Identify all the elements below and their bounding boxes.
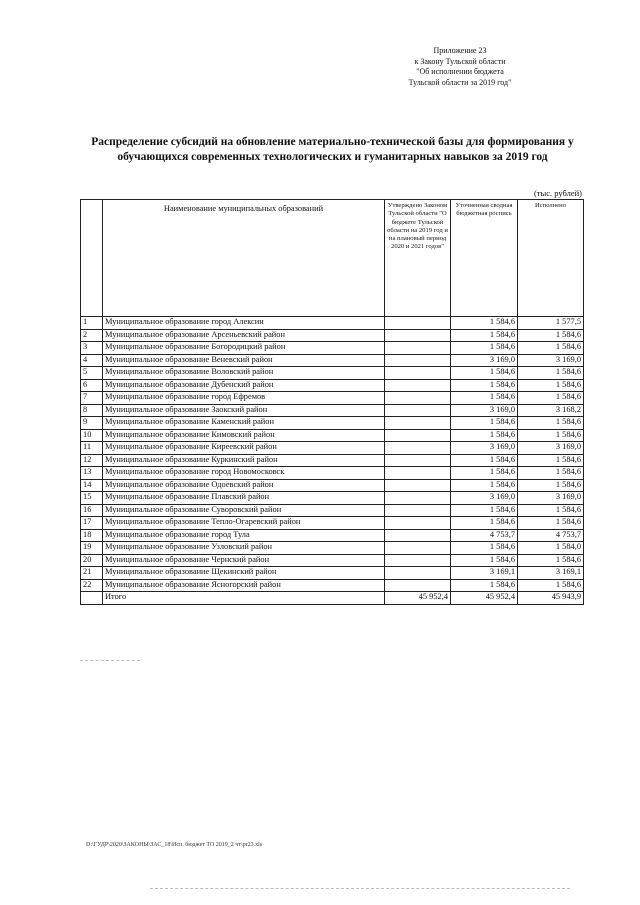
row-executed: 1 584,6 — [518, 342, 584, 355]
header-name: Наименование муниципальных образований — [103, 200, 385, 317]
row-name: Муниципальное образование город Новомосковск — [103, 467, 385, 480]
row-approved — [385, 417, 451, 430]
row-revised: 1 584,6 — [451, 417, 518, 430]
row-name: Муниципальное образование Узловский район — [103, 542, 385, 555]
table-row — [81, 517, 584, 530]
row-approved — [385, 429, 451, 442]
row-approved — [385, 354, 451, 367]
table-header-row — [81, 200, 584, 317]
row-executed: 3 169,1 — [518, 567, 584, 580]
row-name: Муниципальное образование Киреевский район — [103, 442, 385, 455]
row-executed: 1 584,6 — [518, 467, 584, 480]
row-executed: 1 584,6 — [518, 417, 584, 430]
row-executed: 1 584,6 — [518, 429, 584, 442]
row-number: 13 — [81, 467, 103, 480]
appendix-line: Приложение 23 — [433, 46, 487, 55]
row-number: 1 — [81, 317, 103, 330]
row-number: 21 — [81, 567, 103, 580]
table-row — [81, 492, 584, 505]
row-revised: 1 584,6 — [451, 467, 518, 480]
row-approved — [385, 504, 451, 517]
row-name: Муниципальное образование Плавский район — [103, 492, 385, 505]
document-title — [60, 135, 605, 165]
units-label: (тыс. рублей) — [533, 188, 582, 198]
table-row — [81, 567, 584, 580]
row-name: Муниципальное образование город Алексин — [103, 317, 385, 330]
row-approved — [385, 392, 451, 405]
row-name: Муниципальное образование Чернский район — [103, 554, 385, 567]
appendix-line: Тульской области за 2019 год" — [408, 77, 512, 87]
row-name: Муниципальное образование город Тула — [103, 529, 385, 542]
row-number: 9 — [81, 417, 103, 430]
row-name: Муниципальное образование Арсеньевский район — [103, 329, 385, 342]
row-number: 5 — [81, 367, 103, 380]
row-name: Муниципальное образование Веневский район — [103, 354, 385, 367]
row-name: Муниципальное образование Богородицкий район — [103, 342, 385, 355]
row-executed: 1 584,6 — [518, 554, 584, 567]
table-row — [81, 429, 584, 442]
row-number: 6 — [81, 379, 103, 392]
row-name: Муниципальное образование Дубенский район — [103, 379, 385, 392]
row-approved — [385, 442, 451, 455]
row-approved — [385, 479, 451, 492]
row-name: Муниципальное образование Кимовский район — [103, 429, 385, 442]
table-total-row — [81, 592, 584, 605]
row-number: 19 — [81, 542, 103, 555]
row-executed: 1 584,6 — [518, 379, 584, 392]
row-approved — [385, 492, 451, 505]
header-approved: Утверждено Законом Тульской области "О бюджете Тульской области на 2019 год и на плановый период 2020 и 2021 годов" — [385, 200, 451, 317]
table-row — [81, 379, 584, 392]
row-number: 17 — [81, 517, 103, 530]
row-revised: 1 584,6 — [451, 392, 518, 405]
table-row — [81, 354, 584, 367]
row-number: 14 — [81, 479, 103, 492]
table-body — [81, 317, 584, 605]
row-name: Муниципальное образование Каменский район — [103, 417, 385, 430]
row-name: Итого — [103, 592, 385, 605]
row-number: 8 — [81, 404, 103, 417]
table-row — [81, 404, 584, 417]
row-revised: 1 584,6 — [451, 379, 518, 392]
row-number — [81, 592, 103, 605]
scan-artifact — [150, 888, 570, 889]
title-line: Распределение субсидий на обновление материально-технической базы для формирования у — [91, 136, 574, 148]
row-approved: 45 952,4 — [385, 592, 451, 605]
row-revised: 1 584,6 — [451, 542, 518, 555]
row-approved — [385, 579, 451, 592]
row-number: 3 — [81, 342, 103, 355]
row-approved — [385, 329, 451, 342]
row-approved — [385, 317, 451, 330]
header-revised: Уточненная сводная бюджетная роспись — [451, 200, 518, 317]
table-row — [81, 454, 584, 467]
row-executed: 1 584,6 — [518, 454, 584, 467]
scan-artifact — [80, 660, 140, 661]
row-number: 16 — [81, 504, 103, 517]
row-number: 11 — [81, 442, 103, 455]
table-row — [81, 417, 584, 430]
row-name: Муниципальное образование Ясногорский район — [103, 579, 385, 592]
row-approved — [385, 542, 451, 555]
table-row — [81, 442, 584, 455]
row-revised: 3 169,1 — [451, 567, 518, 580]
row-revised: 1 584,6 — [451, 454, 518, 467]
row-approved — [385, 567, 451, 580]
row-executed: 1 584,6 — [518, 392, 584, 405]
row-revised: 4 753,7 — [451, 529, 518, 542]
row-revised: 3 169,0 — [451, 354, 518, 367]
table-row — [81, 367, 584, 380]
row-approved — [385, 379, 451, 392]
row-approved — [385, 467, 451, 480]
row-name: Муниципальное образование Суворовский район — [103, 504, 385, 517]
row-name: Муниципальное образование Заокский район — [103, 404, 385, 417]
table-row — [81, 529, 584, 542]
row-revised: 1 584,6 — [451, 329, 518, 342]
row-revised: 1 584,6 — [451, 554, 518, 567]
table-row — [81, 467, 584, 480]
file-path-footer: D:\ГУДР\2020\ЗАКОНЫ\ЗАС_18\Исп. бюджет ТО 2019_2 чт\pr23.xls — [86, 842, 263, 848]
row-executed: 4 753,7 — [518, 529, 584, 542]
row-executed: 3 169,0 — [518, 442, 584, 455]
table-row — [81, 329, 584, 342]
row-executed: 45 943,9 — [518, 592, 584, 605]
row-executed: 3 169,0 — [518, 354, 584, 367]
row-revised: 3 169,0 — [451, 492, 518, 505]
row-name: Муниципальное образование Воловский район — [103, 367, 385, 380]
appendix-line: "Об исполнении бюджета — [416, 67, 504, 76]
row-name: Муниципальное образование город Ефремов — [103, 392, 385, 405]
row-revised: 3 169,0 — [451, 404, 518, 417]
row-executed: 3 168,2 — [518, 404, 584, 417]
table-row — [81, 504, 584, 517]
row-revised: 45 952,4 — [451, 592, 518, 605]
row-number: 22 — [81, 579, 103, 592]
row-number: 2 — [81, 329, 103, 342]
row-approved — [385, 529, 451, 542]
row-name: Муниципальное образование Щекинский район — [103, 567, 385, 580]
row-executed: 1 584,6 — [518, 517, 584, 530]
row-revised: 1 584,6 — [451, 367, 518, 380]
row-number: 7 — [81, 392, 103, 405]
row-revised: 1 584,6 — [451, 579, 518, 592]
table-row — [81, 342, 584, 355]
row-approved — [385, 342, 451, 355]
table-row — [81, 317, 584, 330]
row-number: 18 — [81, 529, 103, 542]
row-revised: 1 584,6 — [451, 479, 518, 492]
appendix-line: к Закону Тульской области — [414, 56, 506, 66]
row-number: 12 — [81, 454, 103, 467]
header-executed: Исполнено — [518, 200, 584, 317]
row-executed: 1 584,6 — [518, 579, 584, 592]
row-executed: 1 584,6 — [518, 329, 584, 342]
row-approved — [385, 554, 451, 567]
row-revised: 1 584,6 — [451, 504, 518, 517]
row-number: 4 — [81, 354, 103, 367]
row-approved — [385, 454, 451, 467]
row-number: 10 — [81, 429, 103, 442]
row-number: 15 — [81, 492, 103, 505]
row-name: Муниципальное образование Тепло-Огаревский район — [103, 517, 385, 530]
row-name: Муниципальное образование Куркинский район — [103, 454, 385, 467]
row-executed: 1 577,5 — [518, 317, 584, 330]
table-row — [81, 479, 584, 492]
table-row — [81, 554, 584, 567]
row-executed: 1 584,6 — [518, 479, 584, 492]
subsidy-table — [80, 199, 584, 605]
row-executed: 1 584,6 — [518, 367, 584, 380]
row-approved — [385, 517, 451, 530]
table-row — [81, 579, 584, 592]
row-name: Муниципальное образование Одоевский район — [103, 479, 385, 492]
row-revised: 1 584,6 — [451, 429, 518, 442]
row-approved — [385, 404, 451, 417]
row-executed: 1 584,6 — [518, 504, 584, 517]
row-executed: 3 169,0 — [518, 492, 584, 505]
table-row — [81, 392, 584, 405]
row-revised: 3 169,0 — [451, 442, 518, 455]
header-number — [81, 200, 103, 317]
row-executed: 1 584,0 — [518, 542, 584, 555]
table-row — [81, 542, 584, 555]
row-approved — [385, 367, 451, 380]
row-revised: 1 584,6 — [451, 517, 518, 530]
row-revised: 1 584,6 — [451, 317, 518, 330]
title-line: обучающихся современных технологических и гуманитарных навыков за 2019 год — [117, 151, 548, 163]
appendix-reference — [375, 46, 545, 88]
row-revised: 1 584,6 — [451, 342, 518, 355]
row-number: 20 — [81, 554, 103, 567]
